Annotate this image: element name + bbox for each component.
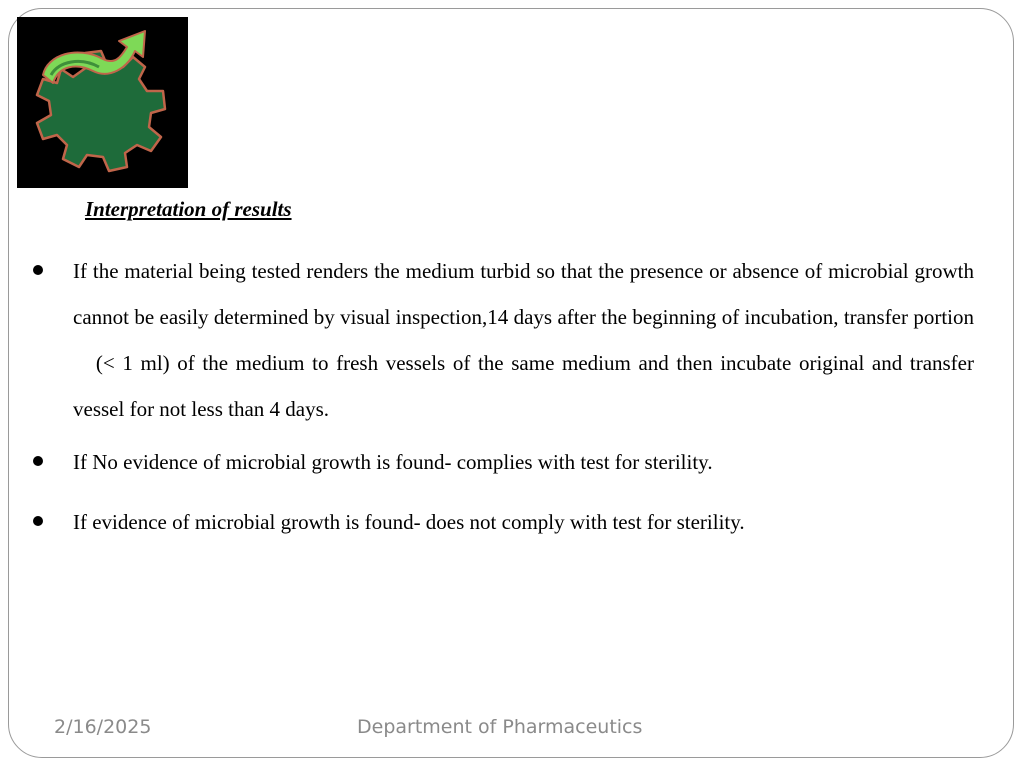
bullet-text: If the material being tested renders the medium turbid so that the presence or absence of microbial growth cannot be easily determined by visual inspection,14 days after the beginning of incubation, transfer portion (< 1 ml) of the medium to fresh vessels of the same medium and then incubate original and transfer vessel for not less than 4 days. [73, 259, 974, 421]
bullet-list [32, 248, 974, 542]
bullet-dot-icon [33, 456, 43, 466]
bullet-text: If No evidence of microbial growth is found- complies with test for sterility. [73, 450, 713, 474]
bullet-item [32, 442, 974, 482]
section-heading: Interpretation of results [85, 197, 292, 221]
bullet-item [32, 502, 974, 542]
bullet-dot-icon [33, 265, 43, 275]
gear-arrow-logo-icon [17, 17, 188, 188]
bullet-item [32, 248, 974, 432]
footer-date: 2/16/2025 [54, 716, 152, 738]
bullet-text: If evidence of microbial growth is found- does not comply with test for sterility. [73, 510, 745, 534]
logo [17, 17, 188, 188]
bullet-dot-icon [33, 516, 43, 526]
footer-department: Department of Pharmaceutics [357, 716, 643, 738]
